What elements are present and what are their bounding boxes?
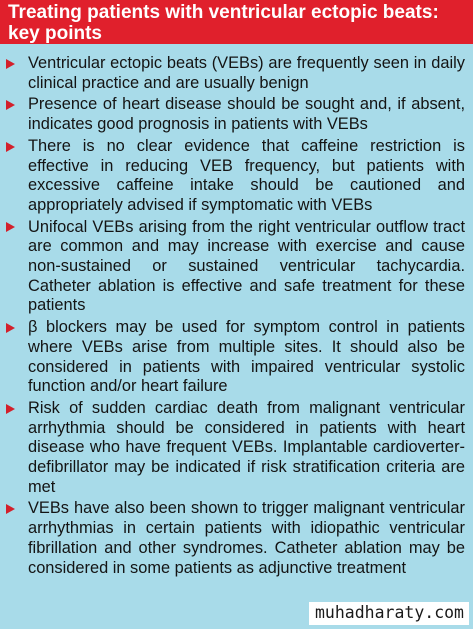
box-title-line-1: Treating patients with ventricular ectopic beats: xyxy=(8,2,439,23)
triangle-bullet-icon xyxy=(6,399,28,419)
list-item xyxy=(6,318,465,397)
point-text: There is no clear evidence that caffeine restriction is effective in reducing VEB frequency, but patients with excessive caffeine intake should be cautioned and appropriately advised if symptomatic with VEBs xyxy=(28,136,465,214)
triangle-bullet-icon xyxy=(6,218,28,238)
triangle-bullet-icon xyxy=(6,318,28,338)
triangle-bullet-icon xyxy=(6,499,28,519)
box-header xyxy=(0,0,473,44)
list-item xyxy=(6,499,465,578)
point-text: VEBs have also been shown to trigger malignant ventricular arrhythmias in certain patients with idiopathic ventricular fibrillation and other syndromes. Catheter ablation may be considered in some patients as adjunctive treatment xyxy=(28,499,465,577)
key-points-list xyxy=(0,44,473,578)
triangle-bullet-icon xyxy=(6,137,28,157)
list-item xyxy=(6,218,465,317)
list-item xyxy=(6,399,465,498)
list-item xyxy=(6,95,465,134)
triangle-bullet-icon xyxy=(6,54,28,74)
watermark-label: muhadharaty.com xyxy=(309,602,469,625)
point-text: Risk of sudden cardiac death from malignant ventricular arrhythmia should be considered in patients with heart disease who have frequent VEBs. Implantable cardioverter-defibrillator may be indicated if risk stratification criteria are met xyxy=(28,398,465,496)
triangle-bullet-icon xyxy=(6,95,28,115)
point-text: Unifocal VEBs arising from the right ventricular outflow tract are common and may increase with exercise and cause non-sustained or sustained ventricular tachycardia. Catheter ablation is effective and safe treatment for these patients xyxy=(28,217,465,315)
box-title-line-2: key points xyxy=(8,23,102,44)
point-text: Presence of heart disease should be sought and, if absent, indicates good prognosis in patients with VEBs xyxy=(28,95,465,134)
point-text: β blockers may be used for symptom control in patients where VEBs arise from multiple sites. It should also be considered in patients with impaired ventricular systolic function and/or heart failure xyxy=(28,318,465,396)
point-text: Ventricular ectopic beats (VEBs) are frequently seen in daily clinical practice and are usually benign xyxy=(28,54,465,92)
list-item xyxy=(6,54,465,93)
list-item xyxy=(6,137,465,216)
